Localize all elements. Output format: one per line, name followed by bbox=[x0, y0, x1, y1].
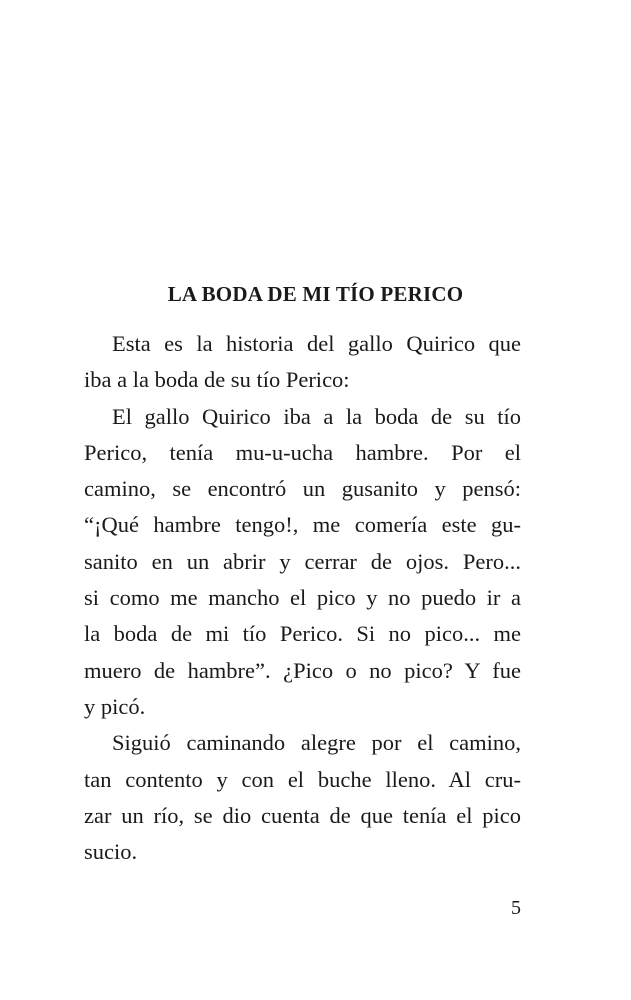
text-line: camino, se encontró un gusanito y pensó: bbox=[84, 476, 521, 502]
text-line: muero de hambre”. ¿Pico o no pico? Y fue bbox=[84, 657, 521, 683]
text-line: zar un río, se dio cuenta de que tenía el pico bbox=[84, 802, 521, 828]
text-line: Esta es la historia del gallo Quirico que bbox=[112, 331, 521, 356]
chapter-title: LA BODA DE MI TÍO PERICO bbox=[167, 282, 464, 306]
text-line: si como me mancho el pico y no puedo ir a bbox=[84, 585, 521, 611]
text-line: Siguió caminando alegre por el camino, bbox=[112, 730, 521, 756]
text-line: El gallo Quirico iba a la boda de su tío bbox=[112, 403, 521, 429]
text-line: sanito en un abrir y cerrar de ojos. Pero... bbox=[84, 548, 521, 574]
text-line: tan contento y con el buche lleno. Al cru- bbox=[84, 766, 521, 792]
text-line: sucio. bbox=[84, 839, 138, 865]
text-line: y picó. bbox=[84, 693, 146, 719]
text-line: la boda de mi tío Perico. Si no pico... me bbox=[84, 621, 521, 647]
page-number: 5 bbox=[511, 897, 521, 919]
story-text bbox=[84, 326, 521, 870]
text-line: iba a la boda de su tío Perico: bbox=[84, 367, 350, 393]
text-line: Perico, tenía mu-u-ucha hambre. Por el bbox=[84, 439, 521, 465]
text-line: “¡Qué hambre tengo!, me comería este gu- bbox=[84, 512, 521, 538]
